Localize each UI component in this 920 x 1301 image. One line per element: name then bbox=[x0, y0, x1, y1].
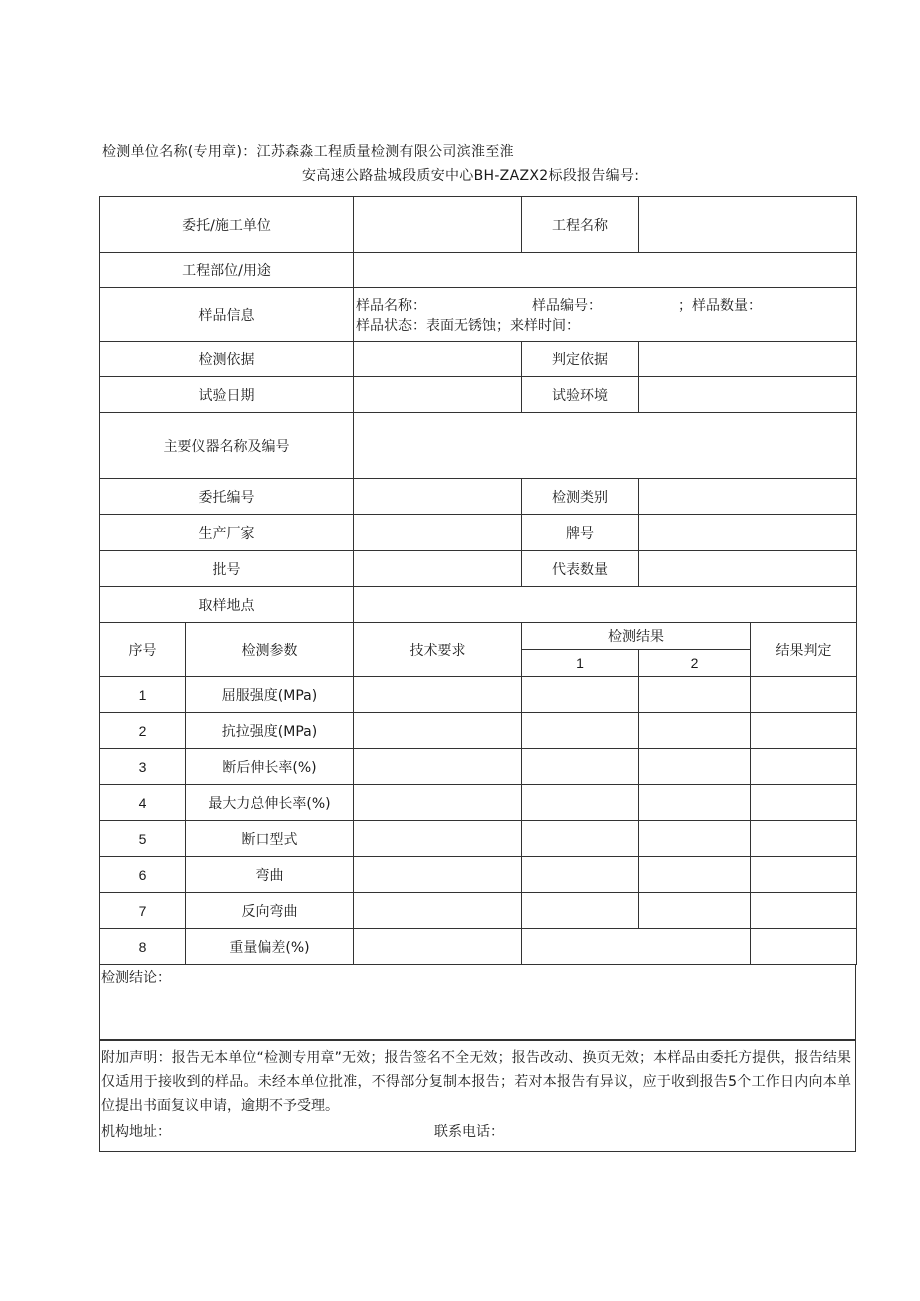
commission-no-label: 委托编号 bbox=[100, 479, 354, 515]
row-req[interactable] bbox=[354, 929, 522, 965]
test-date-label: 试验日期 bbox=[100, 377, 354, 413]
col-header-result: 检测结果 bbox=[522, 623, 751, 650]
row-result-1[interactable] bbox=[522, 893, 639, 929]
manufacturer-value[interactable] bbox=[354, 515, 522, 551]
unit-value: 江苏森淼工程质量检测有限公司滨淮至淮 bbox=[256, 144, 514, 160]
row-judge[interactable] bbox=[751, 893, 857, 929]
row-result-2[interactable] bbox=[639, 821, 751, 857]
row-param: 抗拉强度(MPa) bbox=[186, 713, 354, 749]
row-judge[interactable] bbox=[751, 821, 857, 857]
row-result-1[interactable] bbox=[522, 785, 639, 821]
table-row bbox=[100, 677, 857, 713]
address-label: 机构地址： bbox=[101, 1124, 171, 1140]
row-result-merged[interactable] bbox=[522, 929, 751, 965]
sampling-site-value[interactable] bbox=[354, 587, 857, 623]
sampling-site-label: 取样地点 bbox=[100, 587, 354, 623]
row-no: 8 bbox=[100, 929, 186, 965]
row-param: 屈服强度(MPa) bbox=[186, 677, 354, 713]
conclusion-box[interactable] bbox=[99, 964, 856, 1040]
row-result-2[interactable] bbox=[639, 677, 751, 713]
row-no: 7 bbox=[100, 893, 186, 929]
test-basis-label: 检测依据 bbox=[100, 342, 354, 377]
row-no: 4 bbox=[100, 785, 186, 821]
batch-no-label: 批号 bbox=[100, 551, 354, 587]
row-result-1[interactable] bbox=[522, 677, 639, 713]
sample-name-label: 样品名称： bbox=[356, 297, 426, 314]
col-header-req: 技术要求 bbox=[354, 623, 522, 677]
table-row bbox=[100, 893, 857, 929]
row-no: 2 bbox=[100, 713, 186, 749]
row-result-1[interactable] bbox=[522, 821, 639, 857]
row-req[interactable] bbox=[354, 893, 522, 929]
rep-qty-value[interactable] bbox=[639, 551, 857, 587]
report-table bbox=[99, 196, 857, 965]
conclusion-label: 检测结论： bbox=[101, 970, 171, 986]
sample-qty-label: ；样品数量： bbox=[678, 297, 762, 314]
brand-value[interactable] bbox=[639, 515, 857, 551]
col-header-result-2: 2 bbox=[639, 650, 751, 677]
table-row bbox=[100, 785, 857, 821]
table-row bbox=[100, 821, 857, 857]
row-result-2[interactable] bbox=[639, 857, 751, 893]
commission-no-value[interactable] bbox=[354, 479, 522, 515]
rep-qty-label: 代表数量 bbox=[522, 551, 639, 587]
notice-box bbox=[99, 1040, 856, 1152]
test-env-label: 试验环境 bbox=[522, 377, 639, 413]
row-req[interactable] bbox=[354, 677, 522, 713]
brand-label: 牌号 bbox=[522, 515, 639, 551]
row-judge[interactable] bbox=[751, 713, 857, 749]
table-row bbox=[100, 749, 857, 785]
row-req[interactable] bbox=[354, 857, 522, 893]
test-basis-value[interactable] bbox=[354, 342, 522, 377]
table-row bbox=[100, 857, 857, 893]
row-req[interactable] bbox=[354, 821, 522, 857]
sample-info-value[interactable] bbox=[354, 288, 857, 342]
row-req[interactable] bbox=[354, 713, 522, 749]
test-category-label: 检测类别 bbox=[522, 479, 639, 515]
client-unit-value[interactable] bbox=[354, 197, 522, 253]
row-result-2[interactable] bbox=[639, 713, 751, 749]
project-part-value[interactable] bbox=[354, 253, 857, 288]
table-row bbox=[100, 713, 857, 749]
row-result-2[interactable] bbox=[639, 785, 751, 821]
report-footer bbox=[99, 964, 856, 1151]
row-no: 3 bbox=[100, 749, 186, 785]
report-form bbox=[99, 196, 856, 1151]
row-judge[interactable] bbox=[751, 749, 857, 785]
test-date-value[interactable] bbox=[354, 377, 522, 413]
row-param: 最大力总伸长率(%) bbox=[186, 785, 354, 821]
col-header-param: 检测参数 bbox=[186, 623, 354, 677]
row-param: 断后伸长率(%) bbox=[186, 749, 354, 785]
test-env-value[interactable] bbox=[639, 377, 857, 413]
sample-line-1 bbox=[354, 295, 856, 315]
col-header-result-1: 1 bbox=[522, 650, 639, 677]
batch-no-value[interactable] bbox=[354, 551, 522, 587]
row-param: 重量偏差(%) bbox=[186, 929, 354, 965]
instruments-label: 主要仪器名称及编号 bbox=[100, 413, 354, 479]
row-judge[interactable] bbox=[751, 677, 857, 713]
row-no: 1 bbox=[100, 677, 186, 713]
row-result-1[interactable] bbox=[522, 749, 639, 785]
judge-basis-label: 判定依据 bbox=[522, 342, 639, 377]
sample-no-label: 样品编号： bbox=[532, 297, 602, 314]
manufacturer-label: 生产厂家 bbox=[100, 515, 354, 551]
project-name-value[interactable] bbox=[639, 197, 857, 253]
row-judge[interactable] bbox=[751, 929, 857, 965]
row-req[interactable] bbox=[354, 749, 522, 785]
notice-text: 附加声明：报告无本单位“检测专用章”无效；报告签名不全无效；报告改动、换页无效；本样品由委托方提供，报告结果仅适用于接收到的样品。未经本单位批准，不得部分复制本报告；若对本报告有异议，应于收到报告5个工作日内向本单位提出书面复议申请，逾期不予受理。 bbox=[101, 1050, 851, 1114]
sample-line-2 bbox=[354, 315, 856, 335]
row-req[interactable] bbox=[354, 785, 522, 821]
row-no: 5 bbox=[100, 821, 186, 857]
project-part-label: 工程部位/用途 bbox=[100, 253, 354, 288]
instruments-value[interactable] bbox=[354, 413, 857, 479]
row-param: 弯曲 bbox=[186, 857, 354, 893]
header-unit-line bbox=[102, 141, 514, 161]
judge-basis-value[interactable] bbox=[639, 342, 857, 377]
col-header-no: 序号 bbox=[100, 623, 186, 677]
row-param: 断口型式 bbox=[186, 821, 354, 857]
row-param: 反向弯曲 bbox=[186, 893, 354, 929]
unit-label: 检测单位名称(专用章)： bbox=[102, 144, 257, 160]
table-row bbox=[100, 929, 857, 965]
sample-state-label: 样品状态：表面无锈蚀；来样时间： bbox=[356, 317, 580, 334]
row-judge[interactable] bbox=[751, 857, 857, 893]
sample-info-label: 样品信息 bbox=[100, 288, 354, 342]
row-result-1[interactable] bbox=[522, 857, 639, 893]
row-result-1[interactable] bbox=[522, 713, 639, 749]
phone-label: 联系电话： bbox=[434, 1124, 504, 1140]
test-category-value[interactable] bbox=[639, 479, 857, 515]
client-unit-label: 委托/施工单位 bbox=[100, 197, 354, 253]
project-name-label: 工程名称 bbox=[522, 197, 639, 253]
row-no: 6 bbox=[100, 857, 186, 893]
row-result-2[interactable] bbox=[639, 749, 751, 785]
col-header-judge: 结果判定 bbox=[751, 623, 857, 677]
row-judge[interactable] bbox=[751, 785, 857, 821]
header-project-line: 安高速公路盐城段质安中心BH-ZAZX2标段报告编号: bbox=[302, 168, 640, 184]
row-result-2[interactable] bbox=[639, 893, 751, 929]
